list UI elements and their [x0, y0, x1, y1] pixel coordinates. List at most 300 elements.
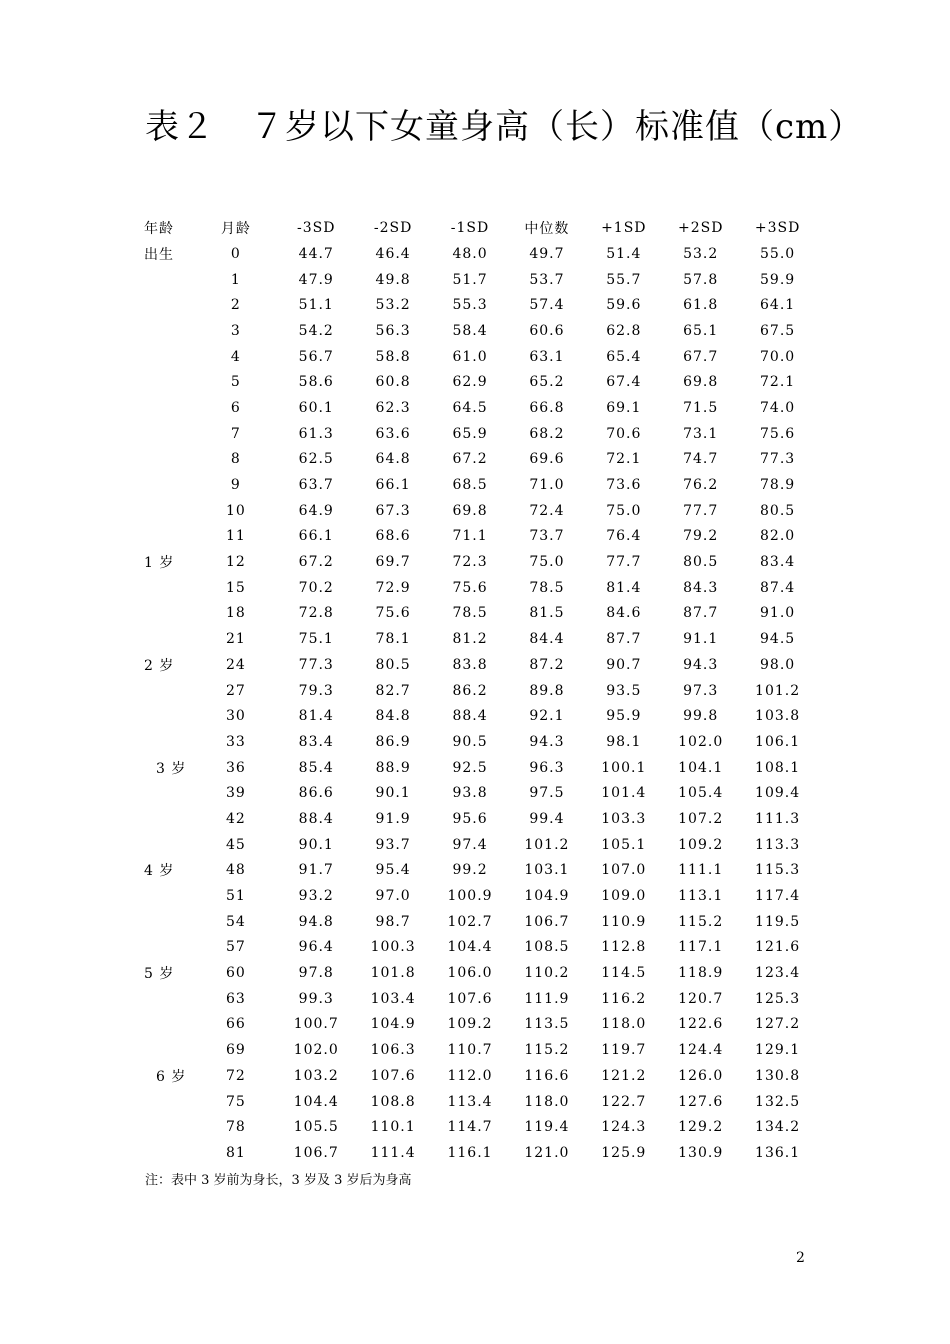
table-row — [136, 498, 816, 524]
plus1sd-cell: 124.3 — [601, 1119, 647, 1136]
minus1sd-cell: 69.8 — [452, 502, 488, 519]
plus1sd-cell: 109.0 — [601, 888, 647, 905]
month-cell: 15 — [225, 579, 246, 596]
plus1sd-cell: 105.1 — [601, 836, 647, 853]
plus1sd-cell: 110.9 — [601, 913, 647, 930]
plus1sd-cell: 112.8 — [601, 939, 647, 956]
minus2sd-cell: 97.0 — [375, 888, 411, 905]
plus3sd-cell: 127.2 — [755, 1016, 801, 1033]
median-cell: 94.3 — [529, 733, 565, 750]
plus3sd-cell: 130.8 — [755, 1067, 801, 1084]
minus3sd-cell: 79.3 — [298, 682, 334, 699]
minus1sd-cell: 64.5 — [452, 399, 488, 416]
table-row — [136, 832, 816, 858]
plus2sd-cell: 76.2 — [683, 477, 719, 494]
minus3sd-cell: 62.5 — [298, 451, 334, 468]
plus1sd-cell: 65.4 — [606, 348, 642, 365]
age-cell: 6 岁 — [156, 1068, 187, 1085]
plus2sd-cell: 73.1 — [683, 425, 719, 442]
plus2sd-cell: 94.3 — [683, 656, 719, 673]
plus3sd-cell: 106.1 — [755, 733, 801, 750]
plus1sd-cell: 100.1 — [601, 759, 647, 776]
minus1sd-cell: 75.6 — [452, 579, 488, 596]
minus1sd-cell: 62.9 — [452, 374, 488, 391]
plus3sd-cell: 72.1 — [760, 374, 796, 391]
plus1sd-cell: 119.7 — [601, 1042, 647, 1059]
plus1sd-cell: 59.6 — [606, 297, 642, 314]
table-row — [136, 292, 816, 318]
table-row — [136, 858, 816, 884]
plus1sd-cell: 98.1 — [606, 733, 642, 750]
median-cell: 73.7 — [529, 528, 565, 545]
month-cell: 12 — [225, 554, 246, 571]
minus2sd-cell: 86.9 — [375, 733, 411, 750]
month-cell: 18 — [225, 605, 246, 622]
minus1sd-cell: 81.2 — [452, 631, 488, 648]
minus1sd-cell: 106.0 — [447, 965, 493, 982]
month-cell: 72 — [225, 1067, 246, 1084]
plus3sd-cell: 113.3 — [755, 836, 801, 853]
minus3sd-cell: 94.8 — [298, 913, 334, 930]
plus2sd-cell: 127.6 — [678, 1093, 724, 1110]
plus3sd-cell: 101.2 — [755, 682, 801, 699]
table-row — [136, 780, 816, 806]
plus2sd-cell: 115.2 — [678, 913, 724, 930]
minus2sd-cell: 100.3 — [370, 939, 416, 956]
table-row — [136, 678, 816, 704]
plus3sd-cell: 74.0 — [760, 399, 796, 416]
month-cell: 1 — [230, 271, 241, 288]
plus3sd-cell: 125.3 — [755, 990, 801, 1007]
table-row — [136, 935, 816, 961]
page-number: 2 — [796, 1250, 805, 1266]
minus2sd-cell: 107.6 — [370, 1067, 416, 1084]
plus2sd-cell: 91.1 — [683, 631, 719, 648]
minus1sd-cell: 71.1 — [452, 528, 488, 545]
minus3sd-cell: 85.4 — [298, 759, 334, 776]
plus2sd-cell: 87.7 — [683, 605, 719, 622]
plus2sd-cell: 117.1 — [678, 939, 724, 956]
median-cell: 103.1 — [524, 862, 570, 879]
median-cell: 57.4 — [529, 297, 565, 314]
minus1sd-cell: 78.5 — [452, 605, 488, 622]
minus1sd-cell: 90.5 — [452, 733, 488, 750]
plus3sd-cell: 78.9 — [760, 477, 796, 494]
plus2sd-cell: 113.1 — [678, 888, 724, 905]
month-cell: 78 — [225, 1119, 246, 1136]
minus1sd-cell: 93.8 — [452, 785, 488, 802]
table-row — [136, 909, 816, 935]
plus2sd-cell: 71.5 — [683, 399, 719, 416]
plus2sd-cell: 69.8 — [683, 374, 719, 391]
minus2sd-cell: 104.9 — [370, 1016, 416, 1033]
month-cell: 39 — [225, 785, 246, 802]
month-cell: 66 — [225, 1016, 246, 1033]
table-row — [136, 601, 816, 627]
plus2sd-cell: 79.2 — [683, 528, 719, 545]
table-row — [136, 241, 816, 267]
minus2sd-cell: 64.8 — [375, 451, 411, 468]
median-cell: 115.2 — [524, 1042, 570, 1059]
month-cell: 8 — [230, 451, 241, 468]
plus2sd-cell: 80.5 — [683, 554, 719, 571]
table-row — [136, 703, 816, 729]
plus3sd-cell: 91.0 — [760, 605, 796, 622]
plus3sd-cell: 136.1 — [755, 1144, 801, 1161]
plus3sd-cell: 98.0 — [760, 656, 796, 673]
minus2sd-cell: 84.8 — [375, 708, 411, 725]
plus2sd-cell: 111.1 — [678, 862, 724, 879]
plus2sd-cell: 99.8 — [683, 708, 719, 725]
minus1sd-cell: 72.3 — [452, 554, 488, 571]
median-cell: 63.1 — [529, 348, 565, 365]
age-cell: 2 岁 — [144, 657, 175, 674]
age-cell: 3 岁 — [156, 760, 187, 777]
plus2sd-cell: 122.6 — [678, 1016, 724, 1033]
plus1sd-cell: 116.2 — [601, 990, 647, 1007]
plus2sd-cell: 97.3 — [683, 682, 719, 699]
plus2sd-cell: 109.2 — [678, 836, 724, 853]
minus2sd-cell: 101.8 — [370, 965, 416, 982]
month-cell: 45 — [225, 836, 246, 853]
month-cell: 51 — [225, 888, 246, 905]
plus3sd-cell: 83.4 — [760, 554, 796, 571]
plus3sd-cell: 67.5 — [760, 322, 796, 339]
median-cell: 78.5 — [529, 579, 565, 596]
month-cell: 5 — [230, 374, 241, 391]
plus3sd-cell: 121.6 — [755, 939, 801, 956]
plus3sd-cell: 115.3 — [755, 862, 801, 879]
plus2sd-cell: 120.7 — [678, 990, 724, 1007]
minus3sd-cell: 97.8 — [298, 965, 334, 982]
minus2sd-cell: 106.3 — [370, 1042, 416, 1059]
minus1sd-cell: 83.8 — [452, 656, 488, 673]
minus1sd-cell: 114.7 — [447, 1119, 493, 1136]
minus1sd-cell: 99.2 — [452, 862, 488, 879]
median-cell: 118.0 — [524, 1093, 570, 1110]
minus3sd-cell: 83.4 — [298, 733, 334, 750]
plus1sd-cell: 121.2 — [601, 1067, 647, 1084]
table-row — [136, 344, 816, 370]
month-cell: 2 — [230, 297, 241, 314]
median-cell: 71.0 — [529, 477, 565, 494]
plus3sd-cell: 117.4 — [755, 888, 801, 905]
minus2sd-cell: 56.3 — [375, 322, 411, 339]
median-cell: 49.7 — [529, 245, 565, 262]
plus3sd-cell: 80.5 — [760, 502, 796, 519]
plus2sd-cell: 53.2 — [683, 245, 719, 262]
plus3sd-cell: 77.3 — [760, 451, 796, 468]
minus3sd-cell: 47.9 — [298, 271, 334, 288]
median-cell: 108.5 — [524, 939, 570, 956]
column-header-median: 中位数 — [524, 220, 570, 237]
minus1sd-cell: 116.1 — [447, 1144, 493, 1161]
minus3sd-cell: 93.2 — [298, 888, 334, 905]
table-row — [136, 1037, 816, 1063]
month-cell: 54 — [225, 913, 246, 930]
plus2sd-cell: 107.2 — [678, 810, 724, 827]
table-row — [136, 472, 816, 498]
minus3sd-cell: 60.1 — [298, 399, 334, 416]
minus2sd-cell: 46.4 — [375, 245, 411, 262]
minus1sd-cell: 112.0 — [447, 1067, 493, 1084]
table-body — [136, 241, 816, 1166]
table-row — [136, 1089, 816, 1115]
plus1sd-cell: 51.4 — [606, 245, 642, 262]
plus2sd-cell: 130.9 — [678, 1144, 724, 1161]
minus3sd-cell: 104.4 — [293, 1093, 339, 1110]
minus1sd-cell: 100.9 — [447, 888, 493, 905]
table-row — [136, 421, 816, 447]
plus2sd-cell: 67.7 — [683, 348, 719, 365]
plus3sd-cell: 59.9 — [760, 271, 796, 288]
month-cell: 21 — [225, 631, 246, 648]
column-header-minus1sd: -1SD — [450, 219, 490, 236]
minus3sd-cell: 90.1 — [298, 836, 334, 853]
minus1sd-cell: 58.4 — [452, 322, 488, 339]
minus2sd-cell: 49.8 — [375, 271, 411, 288]
plus1sd-cell: 75.0 — [606, 502, 642, 519]
table-row — [136, 626, 816, 652]
minus2sd-cell: 95.4 — [375, 862, 411, 879]
minus1sd-cell: 104.4 — [447, 939, 493, 956]
plus1sd-cell: 125.9 — [601, 1144, 647, 1161]
minus2sd-cell: 103.4 — [370, 990, 416, 1007]
table-row — [136, 549, 816, 575]
table-row — [136, 447, 816, 473]
column-header-minus2sd: -2SD — [373, 219, 413, 236]
median-cell: 113.5 — [524, 1016, 570, 1033]
minus2sd-cell: 78.1 — [375, 631, 411, 648]
month-cell: 36 — [225, 759, 246, 776]
minus3sd-cell: 100.7 — [293, 1016, 339, 1033]
table-row — [136, 960, 816, 986]
median-cell: 65.2 — [529, 374, 565, 391]
plus2sd-cell: 118.9 — [678, 965, 724, 982]
median-cell: 99.4 — [529, 810, 565, 827]
minus1sd-cell: 68.5 — [452, 477, 488, 494]
median-cell: 84.4 — [529, 631, 565, 648]
median-cell: 101.2 — [524, 836, 570, 853]
median-cell: 111.9 — [524, 990, 570, 1007]
month-cell: 10 — [225, 502, 246, 519]
plus1sd-cell: 73.6 — [606, 477, 642, 494]
plus1sd-cell: 69.1 — [606, 399, 642, 416]
plus1sd-cell: 114.5 — [601, 965, 647, 982]
minus2sd-cell: 62.3 — [375, 399, 411, 416]
plus3sd-cell: 119.5 — [755, 913, 801, 930]
plus3sd-cell: 134.2 — [755, 1119, 801, 1136]
minus3sd-cell: 75.1 — [298, 631, 334, 648]
minus3sd-cell: 103.2 — [293, 1067, 339, 1084]
table-row — [136, 318, 816, 344]
column-header-age: 年龄 — [144, 220, 174, 237]
plus3sd-cell: 103.8 — [755, 708, 801, 725]
minus2sd-cell: 72.9 — [375, 579, 411, 596]
plus1sd-cell: 62.8 — [606, 322, 642, 339]
column-header-minus3sd: -3SD — [297, 219, 336, 236]
plus3sd-cell: 111.3 — [755, 810, 801, 827]
month-cell: 81 — [225, 1144, 246, 1161]
minus2sd-cell: 67.3 — [375, 502, 411, 519]
table-row — [136, 1140, 816, 1166]
minus2sd-cell: 60.8 — [375, 374, 411, 391]
month-cell: 48 — [225, 862, 246, 879]
plus3sd-cell: 64.1 — [760, 297, 796, 314]
minus1sd-cell: 48.0 — [452, 245, 488, 262]
minus3sd-cell: 63.7 — [298, 477, 334, 494]
minus1sd-cell: 51.7 — [452, 271, 488, 288]
minus2sd-cell: 91.9 — [375, 810, 411, 827]
median-cell: 81.5 — [529, 605, 565, 622]
month-cell: 0 — [230, 245, 241, 262]
minus2sd-cell: 63.6 — [375, 425, 411, 442]
column-header-plus1sd: +1SD — [601, 219, 647, 236]
plus2sd-cell: 104.1 — [678, 759, 724, 776]
median-cell: 116.6 — [524, 1067, 570, 1084]
minus1sd-cell: 55.3 — [452, 297, 488, 314]
month-cell: 57 — [225, 939, 246, 956]
median-cell: 89.8 — [529, 682, 565, 699]
minus1sd-cell: 65.9 — [452, 425, 488, 442]
month-cell: 60 — [225, 965, 246, 982]
plus3sd-cell: 109.4 — [755, 785, 801, 802]
median-cell: 53.7 — [529, 271, 565, 288]
minus2sd-cell: 58.8 — [375, 348, 411, 365]
plus1sd-cell: 70.6 — [606, 425, 642, 442]
month-cell: 42 — [225, 810, 246, 827]
minus1sd-cell: 107.6 — [447, 990, 493, 1007]
minus2sd-cell: 69.7 — [375, 554, 411, 571]
column-header-month: 月龄 — [220, 220, 251, 237]
age-cell: 1 岁 — [144, 555, 175, 572]
minus3sd-cell: 56.7 — [298, 348, 334, 365]
minus1sd-cell: 97.4 — [452, 836, 488, 853]
minus3sd-cell: 102.0 — [293, 1042, 339, 1059]
median-cell: 69.6 — [529, 451, 565, 468]
minus2sd-cell: 93.7 — [375, 836, 411, 853]
minus3sd-cell: 51.1 — [298, 297, 334, 314]
month-cell: 75 — [225, 1093, 246, 1110]
minus2sd-cell: 111.4 — [370, 1144, 416, 1161]
plus3sd-cell: 87.4 — [760, 579, 796, 596]
plus2sd-cell: 126.0 — [678, 1067, 724, 1084]
plus3sd-cell: 132.5 — [755, 1093, 801, 1110]
plus3sd-cell: 75.6 — [760, 425, 796, 442]
median-cell: 119.4 — [524, 1119, 570, 1136]
minus2sd-cell: 53.2 — [375, 297, 411, 314]
plus1sd-cell: 95.9 — [606, 708, 642, 725]
plus2sd-cell: 129.2 — [678, 1119, 724, 1136]
column-header-plus2sd: +2SD — [677, 219, 724, 236]
minus3sd-cell: 91.7 — [298, 862, 334, 879]
plus1sd-cell: 107.0 — [601, 862, 647, 879]
column-header-plus3sd: +3SD — [754, 219, 801, 236]
minus2sd-cell: 80.5 — [375, 656, 411, 673]
median-cell: 96.3 — [529, 759, 565, 776]
minus1sd-cell: 67.2 — [452, 451, 488, 468]
table-row — [136, 806, 816, 832]
minus3sd-cell: 105.5 — [293, 1119, 339, 1136]
plus3sd-cell: 123.4 — [755, 965, 801, 982]
minus3sd-cell: 70.2 — [298, 579, 334, 596]
minus1sd-cell: 61.0 — [452, 348, 488, 365]
plus1sd-cell: 122.7 — [601, 1093, 647, 1110]
table-row — [136, 1114, 816, 1140]
minus3sd-cell: 58.6 — [298, 374, 334, 391]
age-cell: 5 岁 — [144, 966, 175, 983]
minus1sd-cell: 110.7 — [447, 1042, 493, 1059]
minus1sd-cell: 113.4 — [447, 1093, 493, 1110]
minus1sd-cell: 102.7 — [447, 913, 493, 930]
month-cell: 7 — [230, 425, 241, 442]
minus1sd-cell: 88.4 — [452, 708, 488, 725]
table-row — [136, 755, 816, 781]
plus3sd-cell: 129.1 — [755, 1042, 801, 1059]
table-header-row — [136, 214, 816, 241]
month-cell: 4 — [230, 348, 241, 365]
month-cell: 9 — [230, 477, 241, 494]
month-cell: 27 — [225, 682, 246, 699]
month-cell: 33 — [225, 733, 246, 750]
plus1sd-cell: 77.7 — [606, 554, 642, 571]
median-cell: 60.6 — [529, 322, 565, 339]
plus1sd-cell: 55.7 — [606, 271, 642, 288]
plus3sd-cell: 82.0 — [760, 528, 796, 545]
table-note: 注：表中 3 岁前为身长，3 岁及 3 岁后为身高 — [145, 1173, 412, 1188]
month-cell: 11 — [225, 528, 246, 545]
month-cell: 6 — [230, 399, 241, 416]
minus3sd-cell: 99.3 — [298, 990, 334, 1007]
plus1sd-cell: 72.1 — [606, 451, 642, 468]
plus1sd-cell: 101.4 — [601, 785, 647, 802]
minus3sd-cell: 67.2 — [298, 554, 334, 571]
table-row — [136, 1063, 816, 1089]
month-cell: 30 — [225, 708, 246, 725]
plus2sd-cell: 61.8 — [683, 297, 719, 314]
height-standard-table — [136, 214, 816, 1166]
median-cell: 92.1 — [529, 708, 565, 725]
median-cell: 75.0 — [529, 554, 565, 571]
median-cell: 121.0 — [524, 1144, 570, 1161]
plus2sd-cell: 65.1 — [683, 322, 719, 339]
month-cell: 24 — [225, 656, 246, 673]
table-row — [136, 986, 816, 1012]
minus2sd-cell: 75.6 — [375, 605, 411, 622]
median-cell: 72.4 — [529, 502, 565, 519]
minus3sd-cell: 44.7 — [298, 245, 334, 262]
month-cell: 3 — [230, 322, 241, 339]
minus3sd-cell: 81.4 — [298, 708, 334, 725]
minus3sd-cell: 77.3 — [298, 656, 334, 673]
plus2sd-cell: 124.4 — [678, 1042, 724, 1059]
table-row — [136, 652, 816, 678]
minus3sd-cell: 66.1 — [298, 528, 334, 545]
plus1sd-cell: 84.6 — [606, 605, 642, 622]
median-cell: 97.5 — [529, 785, 565, 802]
table-row — [136, 575, 816, 601]
table-row — [136, 369, 816, 395]
median-cell: 104.9 — [524, 888, 570, 905]
median-cell: 87.2 — [529, 656, 565, 673]
median-cell: 110.2 — [524, 965, 570, 982]
age-cell: 出生 — [144, 246, 174, 263]
plus3sd-cell: 108.1 — [755, 759, 801, 776]
minus3sd-cell: 106.7 — [293, 1144, 339, 1161]
minus1sd-cell: 109.2 — [447, 1016, 493, 1033]
plus1sd-cell: 81.4 — [606, 579, 642, 596]
median-cell: 66.8 — [529, 399, 565, 416]
